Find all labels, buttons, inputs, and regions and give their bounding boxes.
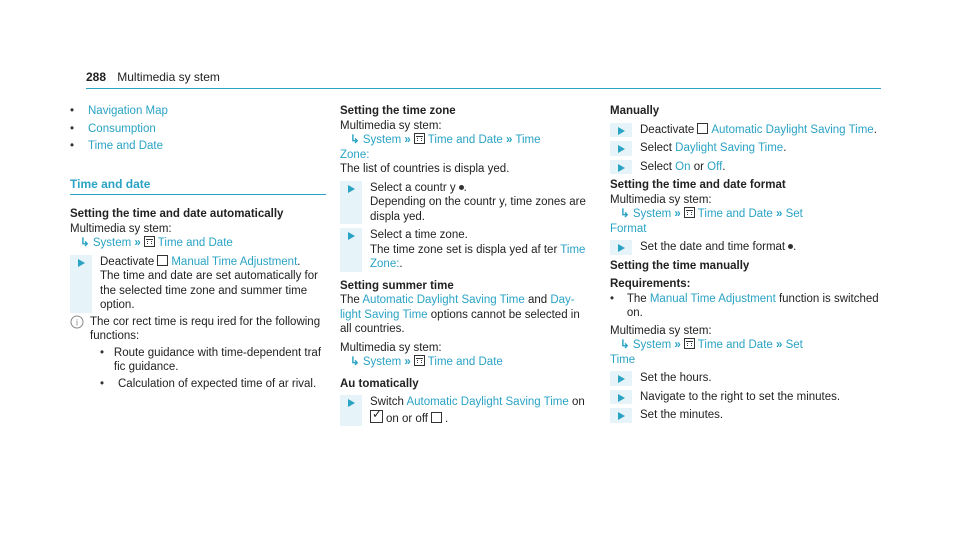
step-bar [610, 123, 632, 138]
menu-path [610, 338, 880, 353]
step-arrow-icon [348, 399, 355, 407]
heading-format: Setting the time and date format [610, 179, 786, 191]
multimedia-label: Multimedia sy stem: [340, 341, 442, 354]
calendar-icon [414, 133, 425, 144]
calendar-icon [684, 207, 695, 218]
path-format[interactable]: Format [610, 222, 647, 235]
link-on[interactable]: On [675, 160, 691, 173]
path-arrow-icon: ↳ [620, 339, 630, 351]
step-bar [340, 228, 362, 272]
step [340, 228, 590, 272]
checkbox-empty-icon [431, 412, 442, 423]
bullet-icon: • [70, 122, 75, 135]
menu-path [610, 207, 880, 222]
step [340, 395, 590, 426]
step-text: . [297, 255, 301, 268]
paragraph-text: and [527, 294, 548, 306]
multimedia-label: Multimedia sy stem: [340, 119, 442, 132]
link-automatic-daylight-saving-time[interactable]: Automatic Daylight Saving Time [362, 294, 525, 306]
step-bar [340, 181, 362, 225]
menu-path [340, 355, 590, 370]
path-system[interactable]: System [632, 208, 672, 220]
path-arrow-icon: ↳ [80, 237, 90, 249]
path-time-and-date[interactable]: Time and Date [697, 208, 773, 220]
note-text: The cor rect time is requ ired for the following functions: [90, 315, 321, 342]
step-text: Select a countr y [370, 181, 456, 194]
step-arrow-icon [618, 145, 625, 153]
list-item [610, 292, 880, 321]
step-text: . [399, 258, 403, 270]
step-arrow-icon [348, 232, 355, 240]
step-text: Select [640, 142, 672, 154]
list-item [70, 122, 326, 137]
step-bar [610, 408, 632, 423]
calendar-icon [144, 236, 155, 247]
path-arrow-icon: ↳ [620, 208, 630, 220]
path-system[interactable]: System [92, 237, 132, 249]
heading-manually: Manually [610, 105, 660, 117]
link-automatic-daylight-saving-time[interactable]: Automatic Daylight Saving Time [711, 123, 874, 136]
double-chevron-icon: » [674, 339, 681, 351]
step-text: Set the date and time format [640, 241, 786, 253]
calendar-icon [414, 355, 425, 366]
step-bar [610, 371, 632, 386]
path-system[interactable]: System [362, 134, 402, 146]
link-off[interactable]: Off [707, 160, 723, 173]
step-arrow-icon [78, 259, 85, 267]
step-text: or [693, 160, 704, 173]
step-text: or off [402, 412, 428, 425]
heading-automatically: Au tomatically [340, 377, 419, 390]
link-time-and-date[interactable]: Time and Date [88, 140, 163, 152]
link-manual-time-adjustment[interactable]: Manual Time Adjustment [171, 255, 298, 268]
note [70, 315, 326, 392]
double-chevron-icon: » [776, 208, 783, 220]
menu-path [340, 133, 590, 148]
link-time-zone[interactable]: Time Zone: [370, 243, 586, 270]
bullet-icon: • [70, 140, 75, 152]
step [340, 181, 590, 225]
path-time-and-date[interactable]: Time and Date [157, 237, 233, 249]
step-description: The time zone set is displa yed af ter [370, 243, 558, 256]
link-daylight-saving-time[interactable]: Day-light Saving Time [340, 294, 575, 321]
path-time-and-date[interactable]: Time and Date [697, 339, 773, 351]
step-arrow-icon [618, 164, 625, 172]
step-text: Navigate to the right to set the minutes. [640, 390, 841, 403]
bullet-icon: • [610, 292, 615, 305]
list-item [70, 104, 326, 119]
step-text: . [445, 412, 449, 425]
path-time-and-date[interactable]: Time and Date [427, 134, 503, 146]
step [70, 255, 326, 313]
double-chevron-icon: » [134, 237, 141, 249]
calendar-icon [684, 338, 695, 349]
step [610, 160, 880, 175]
step-description: The time and date are set automatically for the selected time zone and summer time option. [100, 270, 318, 311]
page-header [86, 70, 881, 89]
step-bar [610, 141, 632, 156]
step-text: Select a time zone. [370, 229, 468, 241]
note-item: Calculation of expected time of ar rival. [118, 377, 317, 390]
heading-manual-time: Setting the time manually [610, 259, 750, 272]
checkbox-checked-icon [370, 410, 383, 423]
step-bar [340, 395, 362, 426]
heading-automatic: Setting the time and date automatically [70, 208, 284, 220]
link-daylight-saving-time[interactable]: Daylight Saving Time [675, 142, 784, 154]
step-bar [70, 255, 92, 313]
step [610, 123, 880, 138]
requirement-text: The [626, 292, 647, 305]
checkbox-empty-icon [157, 255, 168, 266]
path-arrow-icon: ↳ [350, 134, 360, 146]
svg-text:i: i [76, 317, 78, 327]
link-automatic-daylight-saving-time[interactable]: Automatic Daylight Saving Time [406, 396, 569, 408]
step-bar [610, 160, 632, 175]
path-time[interactable]: Time [610, 353, 636, 366]
paragraph-text: The [340, 294, 360, 306]
step-arrow-icon [618, 394, 625, 402]
step-text: . [722, 160, 726, 173]
list-item [70, 139, 326, 154]
checkbox-empty-icon [697, 123, 708, 134]
path-zone[interactable]: Zone: [340, 148, 370, 161]
multimedia-label: Multimedia sy stem: [610, 324, 712, 337]
step [610, 371, 880, 386]
path-time[interactable]: Time [515, 134, 541, 146]
step-arrow-icon [618, 412, 625, 420]
step-arrow-icon [348, 185, 355, 193]
step-description: Depending on the countr y, time zones are displa yed. [370, 196, 586, 223]
multimedia-label: Multimedia sy stem: [70, 222, 172, 235]
link-navigation-map[interactable]: Navigation Map [88, 105, 168, 117]
step [610, 408, 880, 423]
note-item: Route guidance with time-dependent traf fic guidance. [113, 346, 322, 373]
step-text: Deactivate [100, 255, 155, 268]
step-text: on [386, 412, 399, 425]
paragraph-text: options cannot be selected in all countries. [340, 308, 580, 335]
multimedia-label: Multimedia sy stem: [610, 193, 712, 206]
path-set[interactable]: Set [785, 339, 803, 351]
path-time-and-date[interactable]: Time and Date [427, 356, 503, 368]
step-bar [610, 240, 632, 255]
page-number: 288 [86, 70, 107, 84]
step [610, 390, 880, 405]
double-chevron-icon: » [506, 134, 513, 146]
step-text: Select [640, 160, 672, 173]
double-chevron-icon: » [404, 134, 411, 146]
step-text: Set the minutes. [640, 409, 724, 421]
bullet-icon: • [70, 105, 75, 117]
step-arrow-icon [618, 375, 625, 383]
double-chevron-icon: » [776, 339, 783, 351]
step-arrow-icon [618, 127, 625, 135]
step-text: Set the hours. [640, 372, 712, 384]
heading-summer-time: Setting summer time [340, 279, 454, 292]
step-text: on [572, 396, 585, 408]
step-text: Deactivate [640, 123, 695, 136]
column-2 [340, 104, 590, 426]
column-3 [610, 104, 880, 423]
column-1 [70, 104, 326, 391]
section-title: Time and date [70, 177, 326, 196]
step-text: . [793, 241, 797, 253]
list-item [90, 346, 326, 375]
heading-requirements: Requirements: [610, 278, 691, 290]
step [610, 141, 880, 156]
step [610, 240, 880, 255]
path-set[interactable]: Set [785, 208, 803, 220]
path-arrow-icon: ↳ [350, 356, 360, 368]
summer-paragraph [340, 293, 590, 337]
double-chevron-icon: » [674, 208, 681, 220]
step-text: . [873, 123, 877, 136]
link-consumption[interactable]: Consumption [88, 122, 156, 135]
link-manual-time-adjustment[interactable]: Manual Time Adjustment [649, 292, 776, 305]
step-text: . [463, 181, 467, 194]
step-text: Switch [370, 396, 404, 408]
heading-time-zone: Setting the time zone [340, 105, 456, 117]
path-system[interactable]: System [362, 356, 402, 368]
requirement-text: function is switched on. [626, 292, 879, 319]
list-text: The list of countries is displa yed. [340, 163, 510, 175]
bullet-icon: • [100, 377, 105, 390]
step-arrow-icon [618, 244, 625, 252]
step-bar [610, 390, 632, 405]
list-item [90, 377, 326, 392]
step-text: . [783, 142, 787, 154]
double-chevron-icon: » [404, 356, 411, 368]
bullet-icon: • [100, 346, 105, 359]
page-header-title: Multimedia sy stem [117, 70, 220, 84]
path-system[interactable]: System [632, 339, 672, 351]
menu-path [70, 236, 326, 251]
info-icon [70, 315, 86, 329]
